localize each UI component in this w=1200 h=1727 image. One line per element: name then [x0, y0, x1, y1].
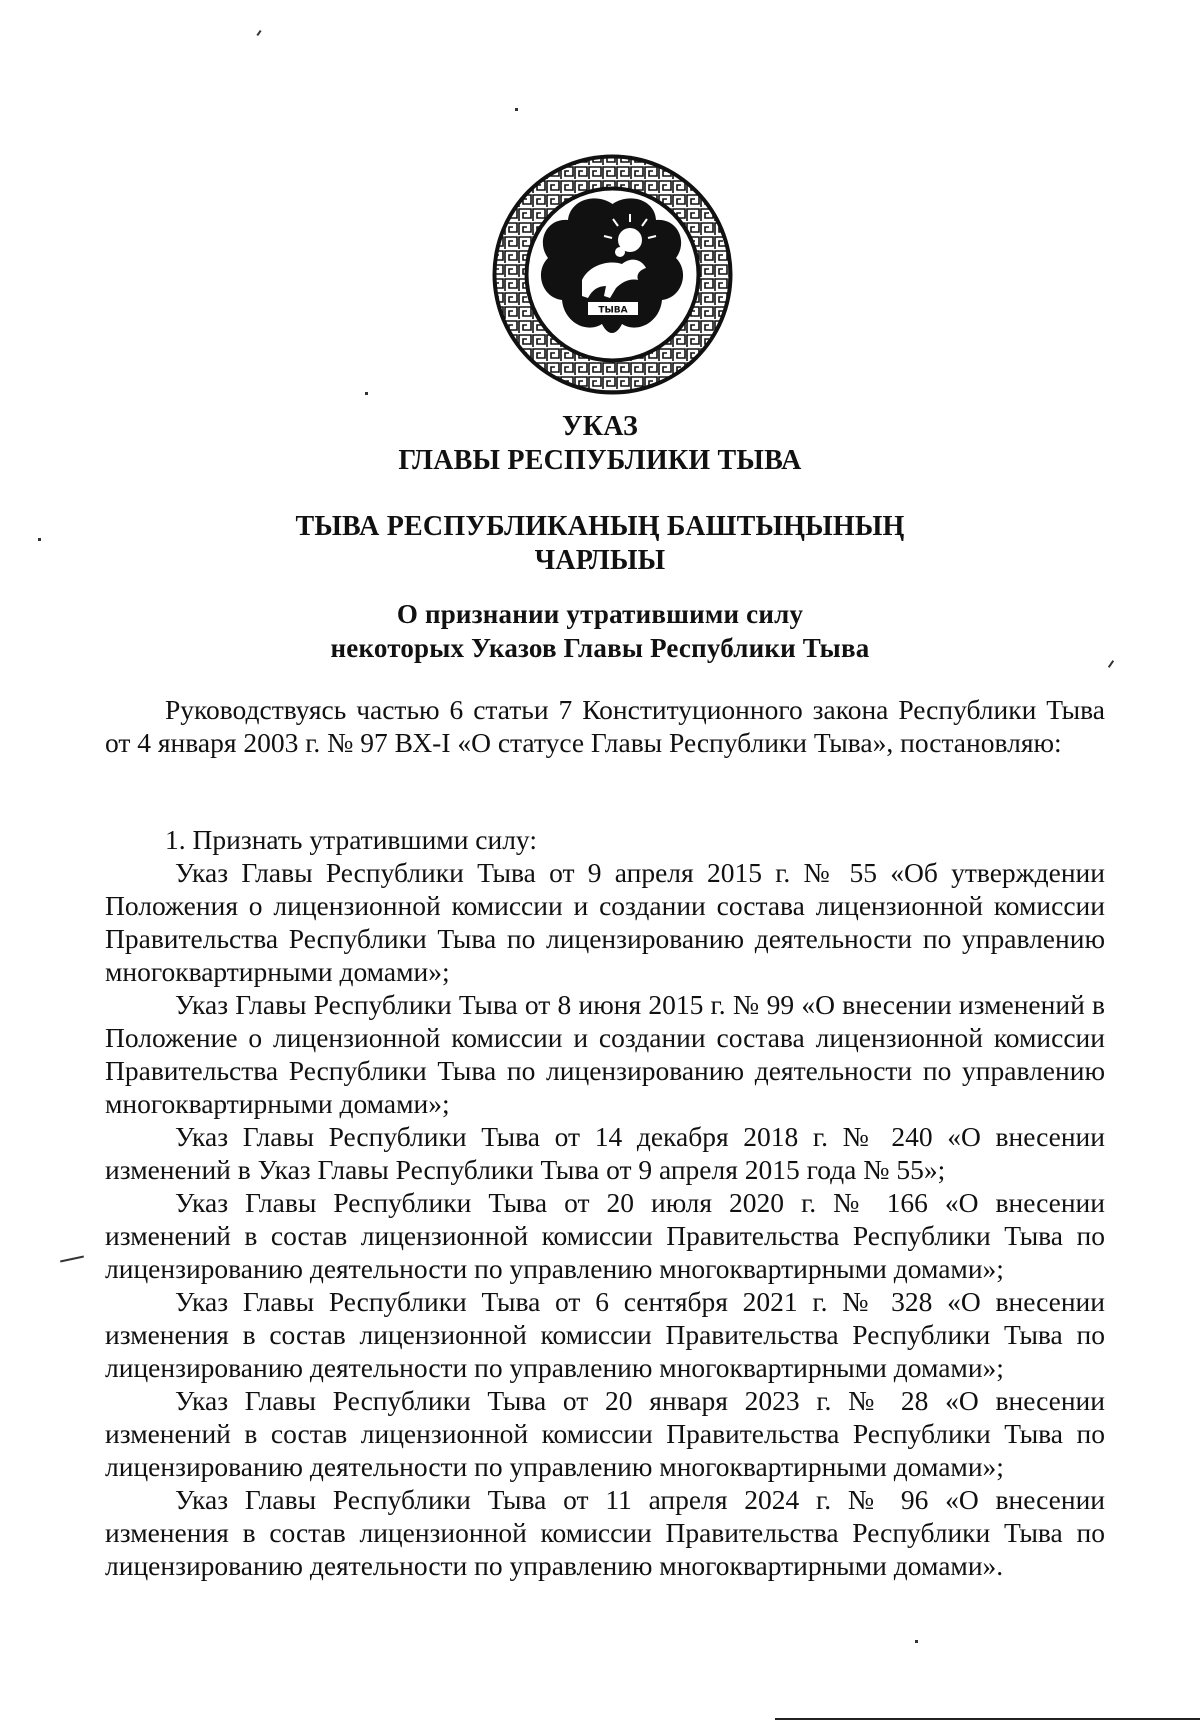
item1-heading: 1. Признать утратившими силу: — [165, 824, 537, 855]
decree-item: Указ Главы Республики Тыва от 11 апреля 2024 г. № 96 «О внесении изменения в состав лицензионной комиссии Правительства Республики Тыва по лицензированию деятельности по управлению многоквартирными домами». — [105, 1484, 1105, 1581]
decree-item: Указ Главы Республики Тыва от 20 июля 2020 г. № 166 «О внесении изменений в состав лицензионной комиссии Правительства Республики Тыва по лицензированию деятельности по управлению многоквартирными домами»; — [105, 1187, 1105, 1284]
tuva-coat-of-arms-icon — [490, 152, 735, 397]
scan-speck — [60, 1256, 84, 1263]
title-tv-line1: ТЫВА РЕСПУБЛИКАНЫҢ БАШТЫҢЫНЫҢ — [295, 511, 905, 542]
title-tv-line2: ЧАРЛЫЫ — [534, 545, 666, 576]
decree-item: Указ Главы Республики Тыва от 6 сентября 2021 г. № 328 «О внесении изменения в состав лицензионной комиссии Правительства Республики Тыва по лицензированию деятельности по управлению многоквартирными домами»; — [105, 1286, 1105, 1383]
scan-speck — [1108, 660, 1114, 668]
revoked-decrees-list — [105, 823, 1105, 1582]
title-ru-line2: ГЛАВЫ РЕСПУБЛИКИ ТЫВА — [398, 445, 802, 476]
decree-title-ru — [100, 410, 1100, 478]
subject-line2: некоторых Указов Главы Республики Тыва — [330, 633, 870, 663]
title-ru-line1: УКАЗ — [562, 411, 638, 442]
decree-item: Указ Главы Республики Тыва от 14 декабря 2018 г. № 240 «О внесении изменений в Указ Главы Республики Тыва от 9 апреля 2015 года № 55»; — [105, 1121, 1105, 1185]
decree-title-tv — [100, 510, 1100, 578]
subject-line1: О признании утратившими силу — [396, 599, 804, 629]
intro-paragraph — [105, 693, 1105, 759]
scan-speck — [38, 538, 41, 541]
decree-item: Указ Главы Республики Тыва от 20 января 2023 г. № 28 «О внесении изменений в состав лицензионной комиссии Правительства Республики Тыва по лицензированию деятельности по управлению многоквартирными домами»; — [105, 1385, 1105, 1482]
decree-subject — [100, 597, 1100, 665]
scan-speck — [256, 30, 261, 36]
bottom-rule — [775, 1718, 1200, 1720]
scan-speck — [915, 1640, 918, 1643]
decree-item: Указ Главы Республики Тыва от 9 апреля 2015 г. № 55 «Об утверждении Положения о лицензионной комиссии и создании состава лицензионной комиссии Правительства Республики Тыва по лицензированию деятельности по управлению многоквартирными домами»; — [105, 857, 1105, 987]
intro-text: Руководствуясь частью 6 статьи 7 Конституционного закона Республики Тыва от 4 января 2003 г. № 97 ВХ-I «О статусе Главы Республики Тыва», постановляю: — [105, 694, 1105, 758]
scan-speck — [365, 392, 368, 395]
decree-item: Указ Главы Республики Тыва от 8 июня 2015 г. № 99 «О внесении изменений в Положение о лицензионной комиссии и создании состава лицензионной комиссии Правительства Республики Тыва по лицензированию деятельности по управлению многоквартирными домами»; — [105, 989, 1105, 1119]
scan-speck — [515, 108, 518, 111]
emblem-text: ТЫВА — [598, 305, 628, 316]
